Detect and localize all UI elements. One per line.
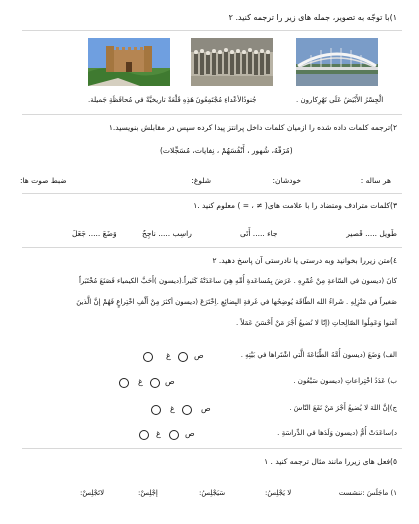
q4-heading: ٤)متن زیررا بخوانید وبه درستی یا نادرستی آن پاسخ دهید. ٢ <box>212 256 397 265</box>
true-label: ص <box>165 377 175 386</box>
q3-heading: ٣)کلمات مترادف ومتضاد را با علامت های( ≠ ، = ) معلوم کنید .١ <box>193 201 397 210</box>
historic-castle-photo <box>88 38 170 86</box>
q4-passage-line: آمَنوا وَعَمِلُوا الصّالِحاتِ (إنّا لا نُضيعُ أَجْرَ مَنْ أَحْسَنَ عَمَلاً . <box>235 319 397 327</box>
q4-statement: ب) عَدَدُ اخْتِراعاتِ (ديسون سَبْعُون . <box>293 377 397 385</box>
q3-pair: جاء ..... أَتَى <box>240 229 278 238</box>
soldiers-crowd-photo <box>191 38 273 86</box>
q1-heading: ١)با توجّه به تصویر، جمله های زیر را ترجمه کنید. ٢ <box>228 13 397 22</box>
q5-heading: ٥)فعل های زیررا مانند مثال ترجمه کنید . ١ <box>264 457 397 466</box>
false-label: غ <box>156 429 161 438</box>
q3-pair: راسِب ..... ناجِحٌ <box>142 229 192 238</box>
q5-item: إجْلِسْ: <box>138 489 158 497</box>
q4-statement: ج)إنَّ اللهَ لا يُضيعُ أَجْرَ مَنْ نَفَعَ النّاسَ . <box>289 404 397 412</box>
divider <box>22 247 402 248</box>
q3-pair: وَضَعَ ..... جَعَلَ <box>72 229 117 238</box>
false-radio[interactable] <box>143 352 153 362</box>
false-radio[interactable] <box>139 430 149 440</box>
caption-bridge: الْجِسْرُ الأَبْيَضُ عَلَى نَهْرِكارون . <box>296 96 384 104</box>
q2-item: شلوغ: <box>191 176 211 185</box>
true-label: ص <box>194 351 204 360</box>
q4-statement: الف) وَضَعَ (ديسون أُمَّهُ الطِّبَاعَةَ الَّتي اشْتَراها في بَيْتِهِ . <box>240 351 397 359</box>
false-radio[interactable] <box>151 405 161 415</box>
false-label: غ <box>138 377 143 386</box>
q5-item: لا يَجْلِسُ: <box>265 489 292 497</box>
q2-item: خودشان: <box>272 176 301 185</box>
white-bridge-photo <box>296 38 378 86</box>
q2-item: هر ساله : <box>360 176 391 185</box>
q5-item: ١) ماجَلَسَ :ننشست <box>338 489 397 497</box>
divider <box>22 193 402 194</box>
true-label: ص <box>185 429 195 438</box>
true-label: ص <box>201 404 211 413</box>
divider <box>22 30 402 31</box>
caption-soldiers: جُنودُالأعْداءِ مُجْتَمِعُونَ . <box>191 96 257 104</box>
true-radio[interactable] <box>169 430 179 440</box>
q2-word-box: (مُرَفّهُ، شُهور ، أَنْفُسَهُمْ ، نِفايات، مُسَجِّلات) <box>160 146 293 155</box>
false-label: غ <box>170 404 175 413</box>
divider <box>22 114 402 115</box>
q4-passage-line: كانَ (ديسون في السّاعةِ مِنْ عُمْرِهِ . عَرَضَ بِمُساعَدةِ أُمِّهِ هِيَ ساعَدَتْهُ كَثيراً.(ديسون )أَحَبَّ الكيمياء فَصَنَعَ مُخْتَبَراً <box>78 277 397 285</box>
q3-pair: طَويل ..... قَصير <box>346 229 397 238</box>
q2-item: ضبط صوت ها: <box>20 176 67 185</box>
q4-passage-line: صَغيراً في مَنْزِلِهِ . شَراءُ الله الطّاقَة يُوضِحُها في غَرفةِ البِضائِعِ .اِخْتَرَعَ (ديسون أكثرَ مِنْ أَلْفِ اخْتِراعٍ فَهُمْ إنَّ الَّذينَ <box>76 298 397 306</box>
false-label: غ <box>166 351 171 360</box>
q5-item: سَيَجْلِسُ: <box>199 489 226 497</box>
q5-item: لاتَجْلِسْ: <box>80 489 105 497</box>
true-radio[interactable] <box>182 405 192 415</box>
q4-statement: د)ساعَدَتْ أُمُّ (ديسون وَلَدَها في الدِّراسَةِ . <box>277 429 397 437</box>
caption-castle: هَذِهِ قَلْعَةٌ تاريخيَّةٌ في مُحافَظَةِ جَميلة. <box>88 96 194 104</box>
divider <box>22 448 402 449</box>
q2-heading: ٢)ترجمه کلمات داده شده را ازمیان کلمات داخل پرانتز پیدا کرده سپس در مقابلش بنویسید.١ <box>108 123 397 132</box>
true-radio[interactable] <box>150 378 160 388</box>
true-radio[interactable] <box>178 352 188 362</box>
false-radio[interactable] <box>119 378 129 388</box>
